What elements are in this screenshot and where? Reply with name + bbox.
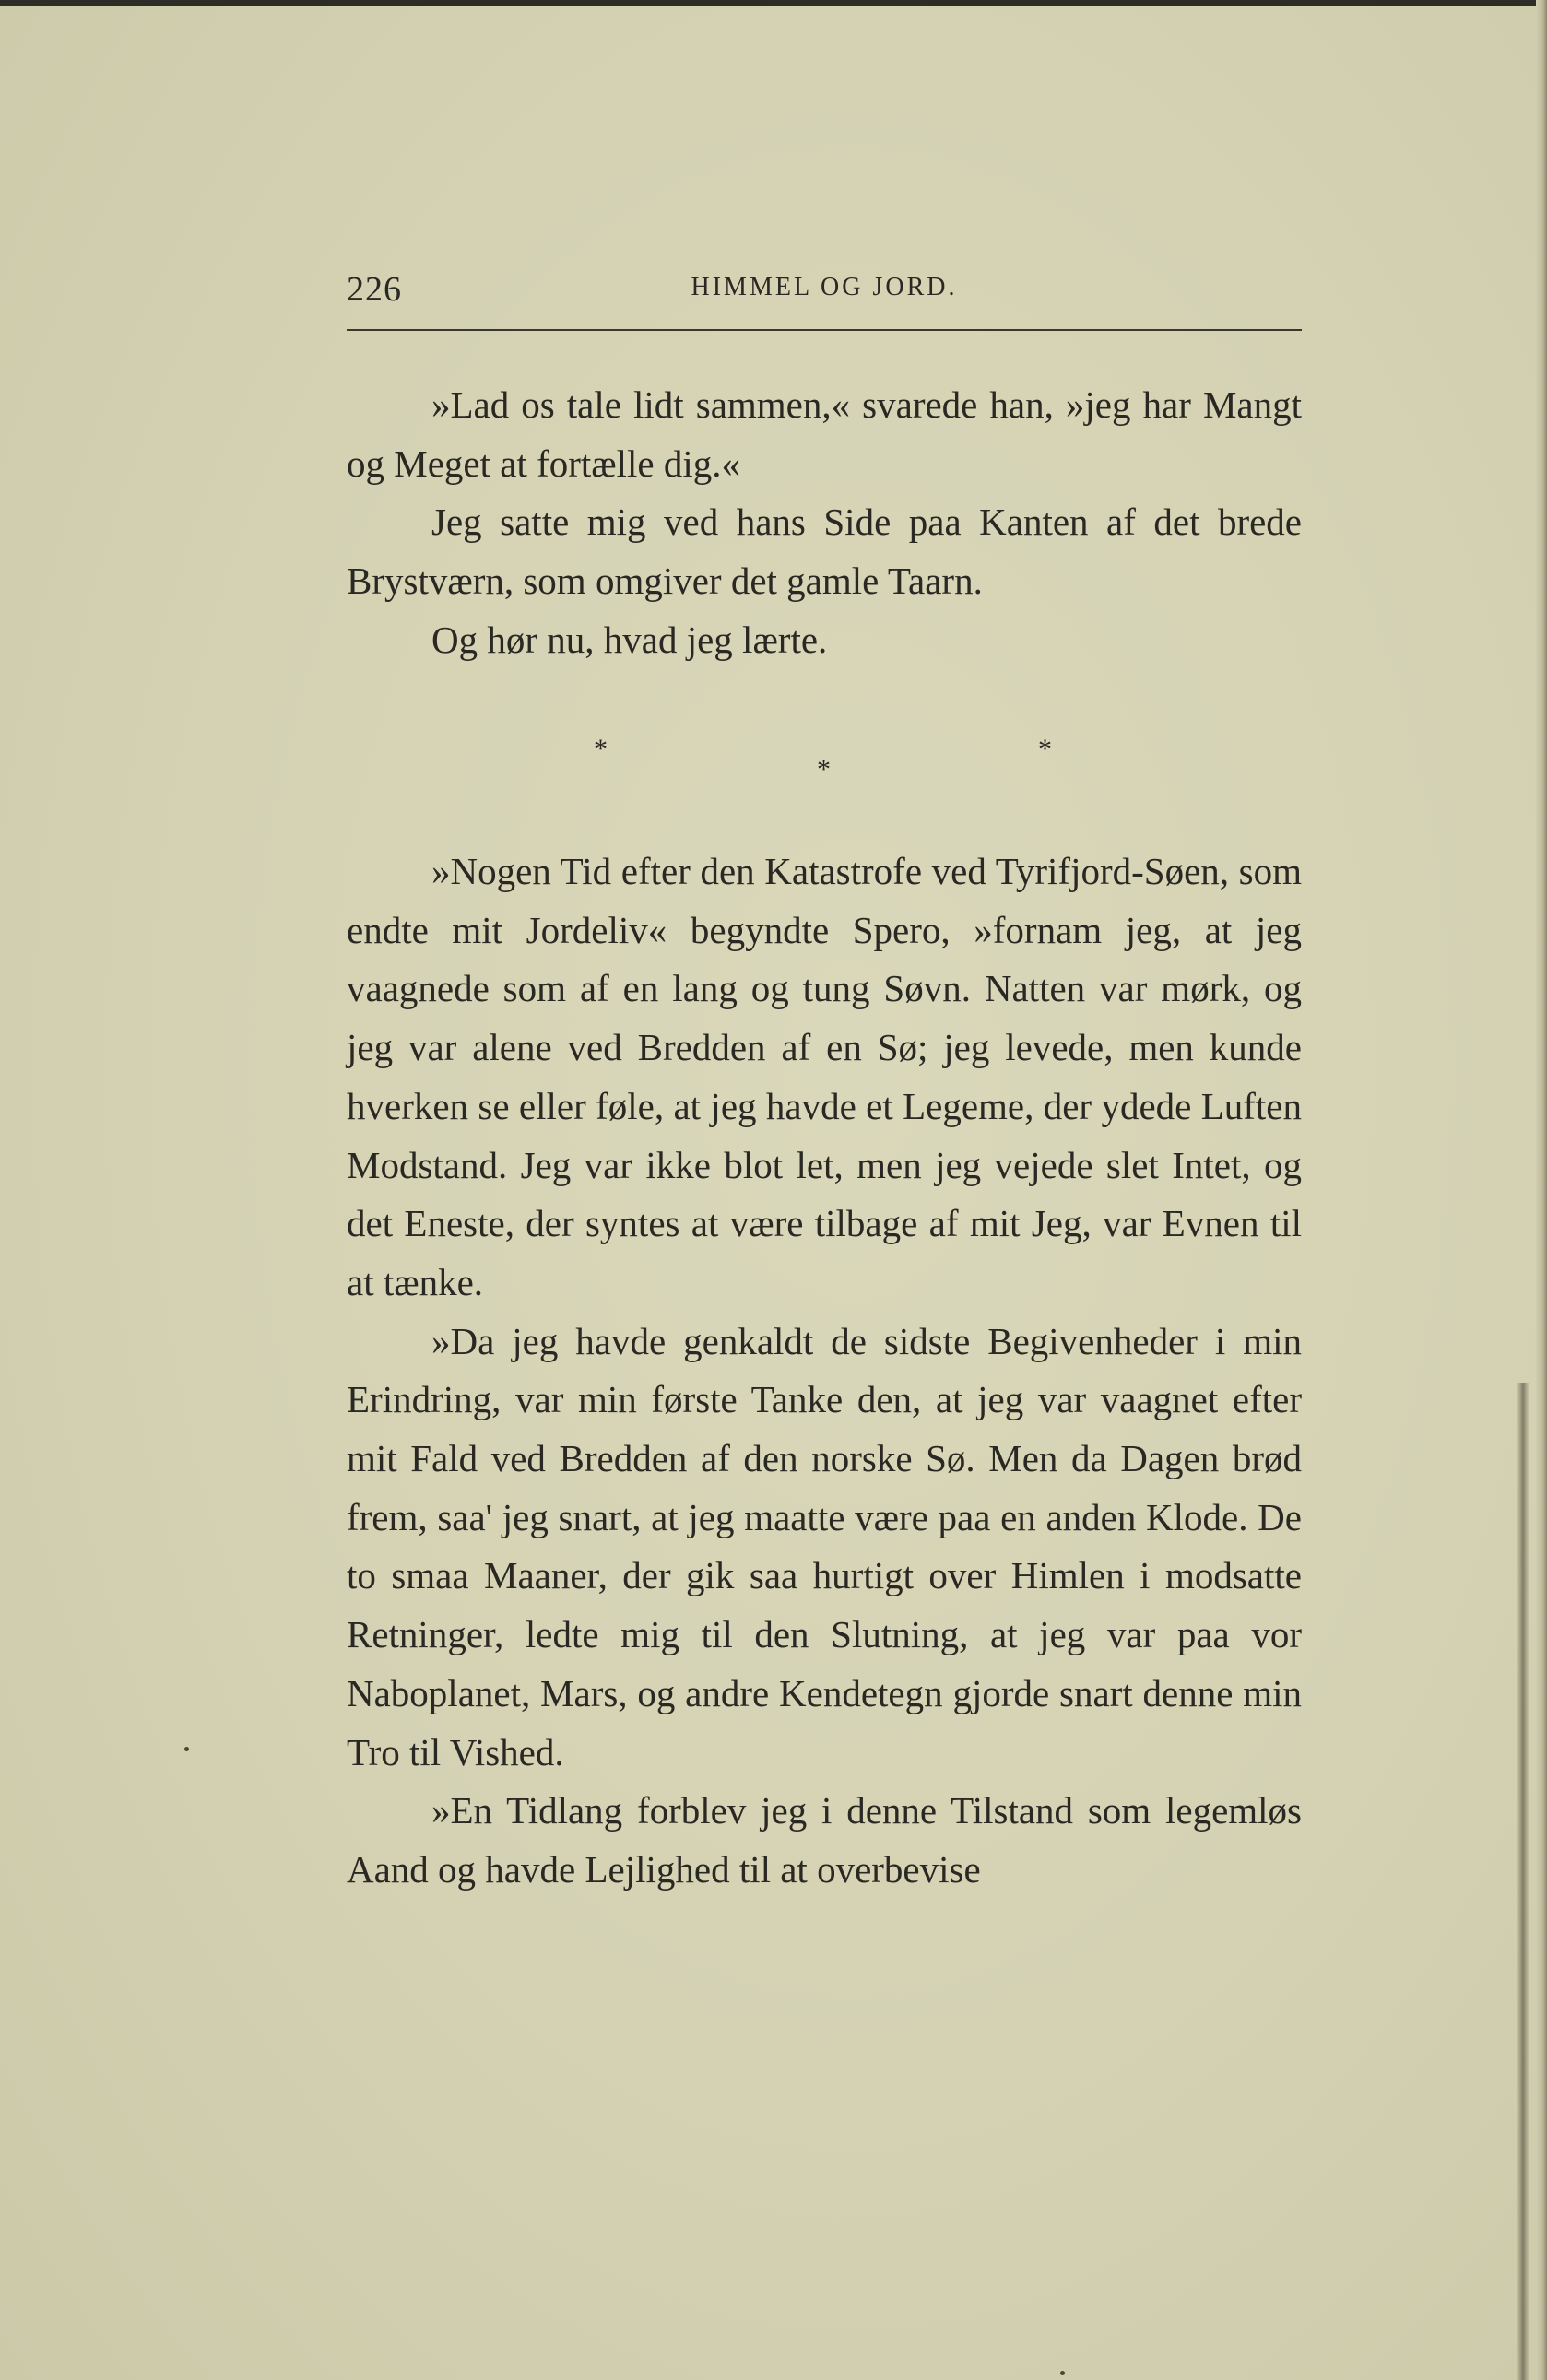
page-edge-shadow — [1517, 1383, 1529, 2380]
asterisk: * — [817, 754, 831, 784]
page-top-edge — [0, 0, 1547, 6]
paragraph: »En Tidlang forblev jeg i denne Tilstand som legemløs Aand og havde Lejlighed til at overbevise — [347, 1789, 1302, 1891]
paragraph: Og hør nu, hvad jeg lærte. — [431, 618, 828, 661]
paragraph: »Da jeg havde genkaldt de sidste Begivenheder i min Erindring, var min første Tanke den, at jeg var vaagnet efter mit Fald ved Bredden af den norske Sø. Men da Dagen brød frem, saa' jeg snart, at jeg maatte være paa en anden Klode. De to smaa Maaner, der gik saa hurtigt over Himlen i modsatte Retninger, ledte mig til den Slutning, at jeg var paa vor Naboplanet, Mars, og andre Kendetegn gjorde snart denne min Tro til Vished. — [347, 1319, 1302, 1773]
text-block-2 — [347, 842, 1302, 1900]
text-block-1 — [347, 376, 1302, 670]
paper-speck — [1060, 2371, 1065, 2375]
paragraph: »Nogen Tid efter den Katastrofe ved Tyrifjord-Søen, som endte mit Jordeliv« begyndte Spero, »fornam jeg, at jeg vaagnede som af en lang og tung Søvn. Natten var mørk, og jeg var alene ved Bredden af en Sø; jeg levede, men kunde hverken se eller føle, at jeg havde et Legeme, der ydede Luften Modstand. Jeg var ikke blot let, men jeg vejede slet Intet, og det Eneste, der syntes at være tilbage af mit Jeg, var Evnen til at tænke. — [347, 850, 1302, 1303]
paragraph: Jeg satte mig ved hans Side paa Kanten af det brede Brystværn, som omgiver det gamle Taarn. — [347, 501, 1302, 603]
header-rule — [347, 329, 1302, 331]
running-header — [347, 269, 1302, 315]
page-right-edge — [1536, 0, 1547, 2380]
paragraph: »Lad os tale lidt sammen,« svarede han, »jeg har Mangt og Meget at fortælle dig.« — [347, 383, 1302, 485]
page-number: 226 — [347, 270, 402, 309]
paper-speck — [184, 1747, 189, 1751]
asterisk: * — [1038, 734, 1052, 764]
running-title: HIMMEL OG JORD. — [691, 273, 958, 301]
section-separator — [347, 728, 1302, 784]
asterisk: * — [594, 734, 608, 764]
